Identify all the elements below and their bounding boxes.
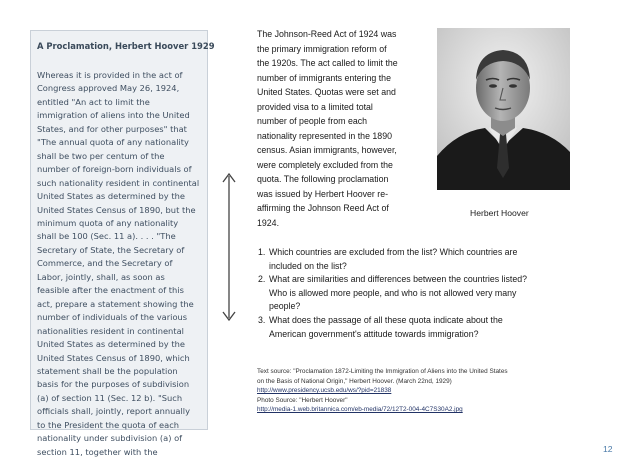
herbert-hoover-portrait bbox=[437, 28, 570, 190]
question-text: What does the passage of all these quota indicate about the American government's attitude towards immigration? bbox=[269, 314, 503, 339]
question-number: 1. bbox=[258, 247, 266, 257]
question-item bbox=[258, 273, 598, 314]
text-source-line: on the Basis of National Origin," Herbert Hoover. (March 22nd, 1929) bbox=[257, 377, 452, 385]
question-item bbox=[258, 246, 598, 273]
sidebar-body: Whereas it is provided in the act of Congress approved May 26, 1924, entitled "An act to limit the immigration of aliens into the United States, and for other purposes" that "The annual quota of any nationality shall be two per centum of the number of foreign-born individuals of such nationality resident in continental United States as determined by the United States Census of 1890, but the minimum quota of any nationality shall be 100 (Sec. 11 a). . . . "The Secretary of State, the Secretary of Commerce, and the Secretary of Labor, jointly, shall, as soon as feasible after the enactment of this act, prepare a statement showing the number of individuals of the various nationalities resident in continental United States as determined by the United States Census of 1890, which statement shall be the population basis for the purposes of subdivision (a) of section 11 (Sec. 12 b). "Such officials shall, jointly, report annually to the President the quota of each nationality under subdivision (a) of section 11, together with the bbox=[37, 70, 200, 457]
proclamation-sidebar bbox=[30, 30, 215, 457]
question-text: What are similarities and differences between the countries listed? Who is allowed more people, and who is not allowed very many people? bbox=[269, 274, 528, 312]
sources-block bbox=[257, 367, 602, 415]
question-number: 3. bbox=[258, 314, 266, 325]
question-text: Which countries are excluded from the list? Which countries are included on the list? bbox=[269, 247, 518, 271]
photo-source-line: Photo Source: "Herbert Hoover" bbox=[257, 396, 348, 404]
portrait-caption: Herbert Hoover bbox=[470, 208, 529, 218]
intro-paragraph: The Johnson-Reed Act of 1924 was the primary immigration reform of the 1920s. The act called to limit the number of immigrants entering the United States. Quotas were set and provided visa to a limited total number of people from each nationality represented in the 1890 census. Asian immigrants, however, were completely excluded from the quota. The following proclamation was issued by Herbert Hoover re- affirming the Johnson Reed Act of 1924. bbox=[257, 29, 398, 228]
photo-source-link[interactable]: http://media-1.web.britannica.com/eb-media/72/12T2-004-4C7S30A2.jpg bbox=[257, 406, 463, 414]
question-number: 2. bbox=[258, 274, 266, 285]
sidebar-title: A Proclamation, Herbert Hoover 1929 bbox=[37, 41, 215, 51]
page-number: 12 bbox=[603, 444, 613, 454]
question-list bbox=[258, 246, 598, 341]
text-source-link[interactable]: http://www.presidency.ucsb.edu/ws/?pid=21838 bbox=[257, 387, 392, 395]
double-arrow-icon bbox=[222, 172, 236, 322]
text-source-line: Text source: "Proclamation 1872-Limiting the Immigration of Aliens into the United States bbox=[257, 368, 508, 375]
question-item bbox=[258, 314, 598, 341]
